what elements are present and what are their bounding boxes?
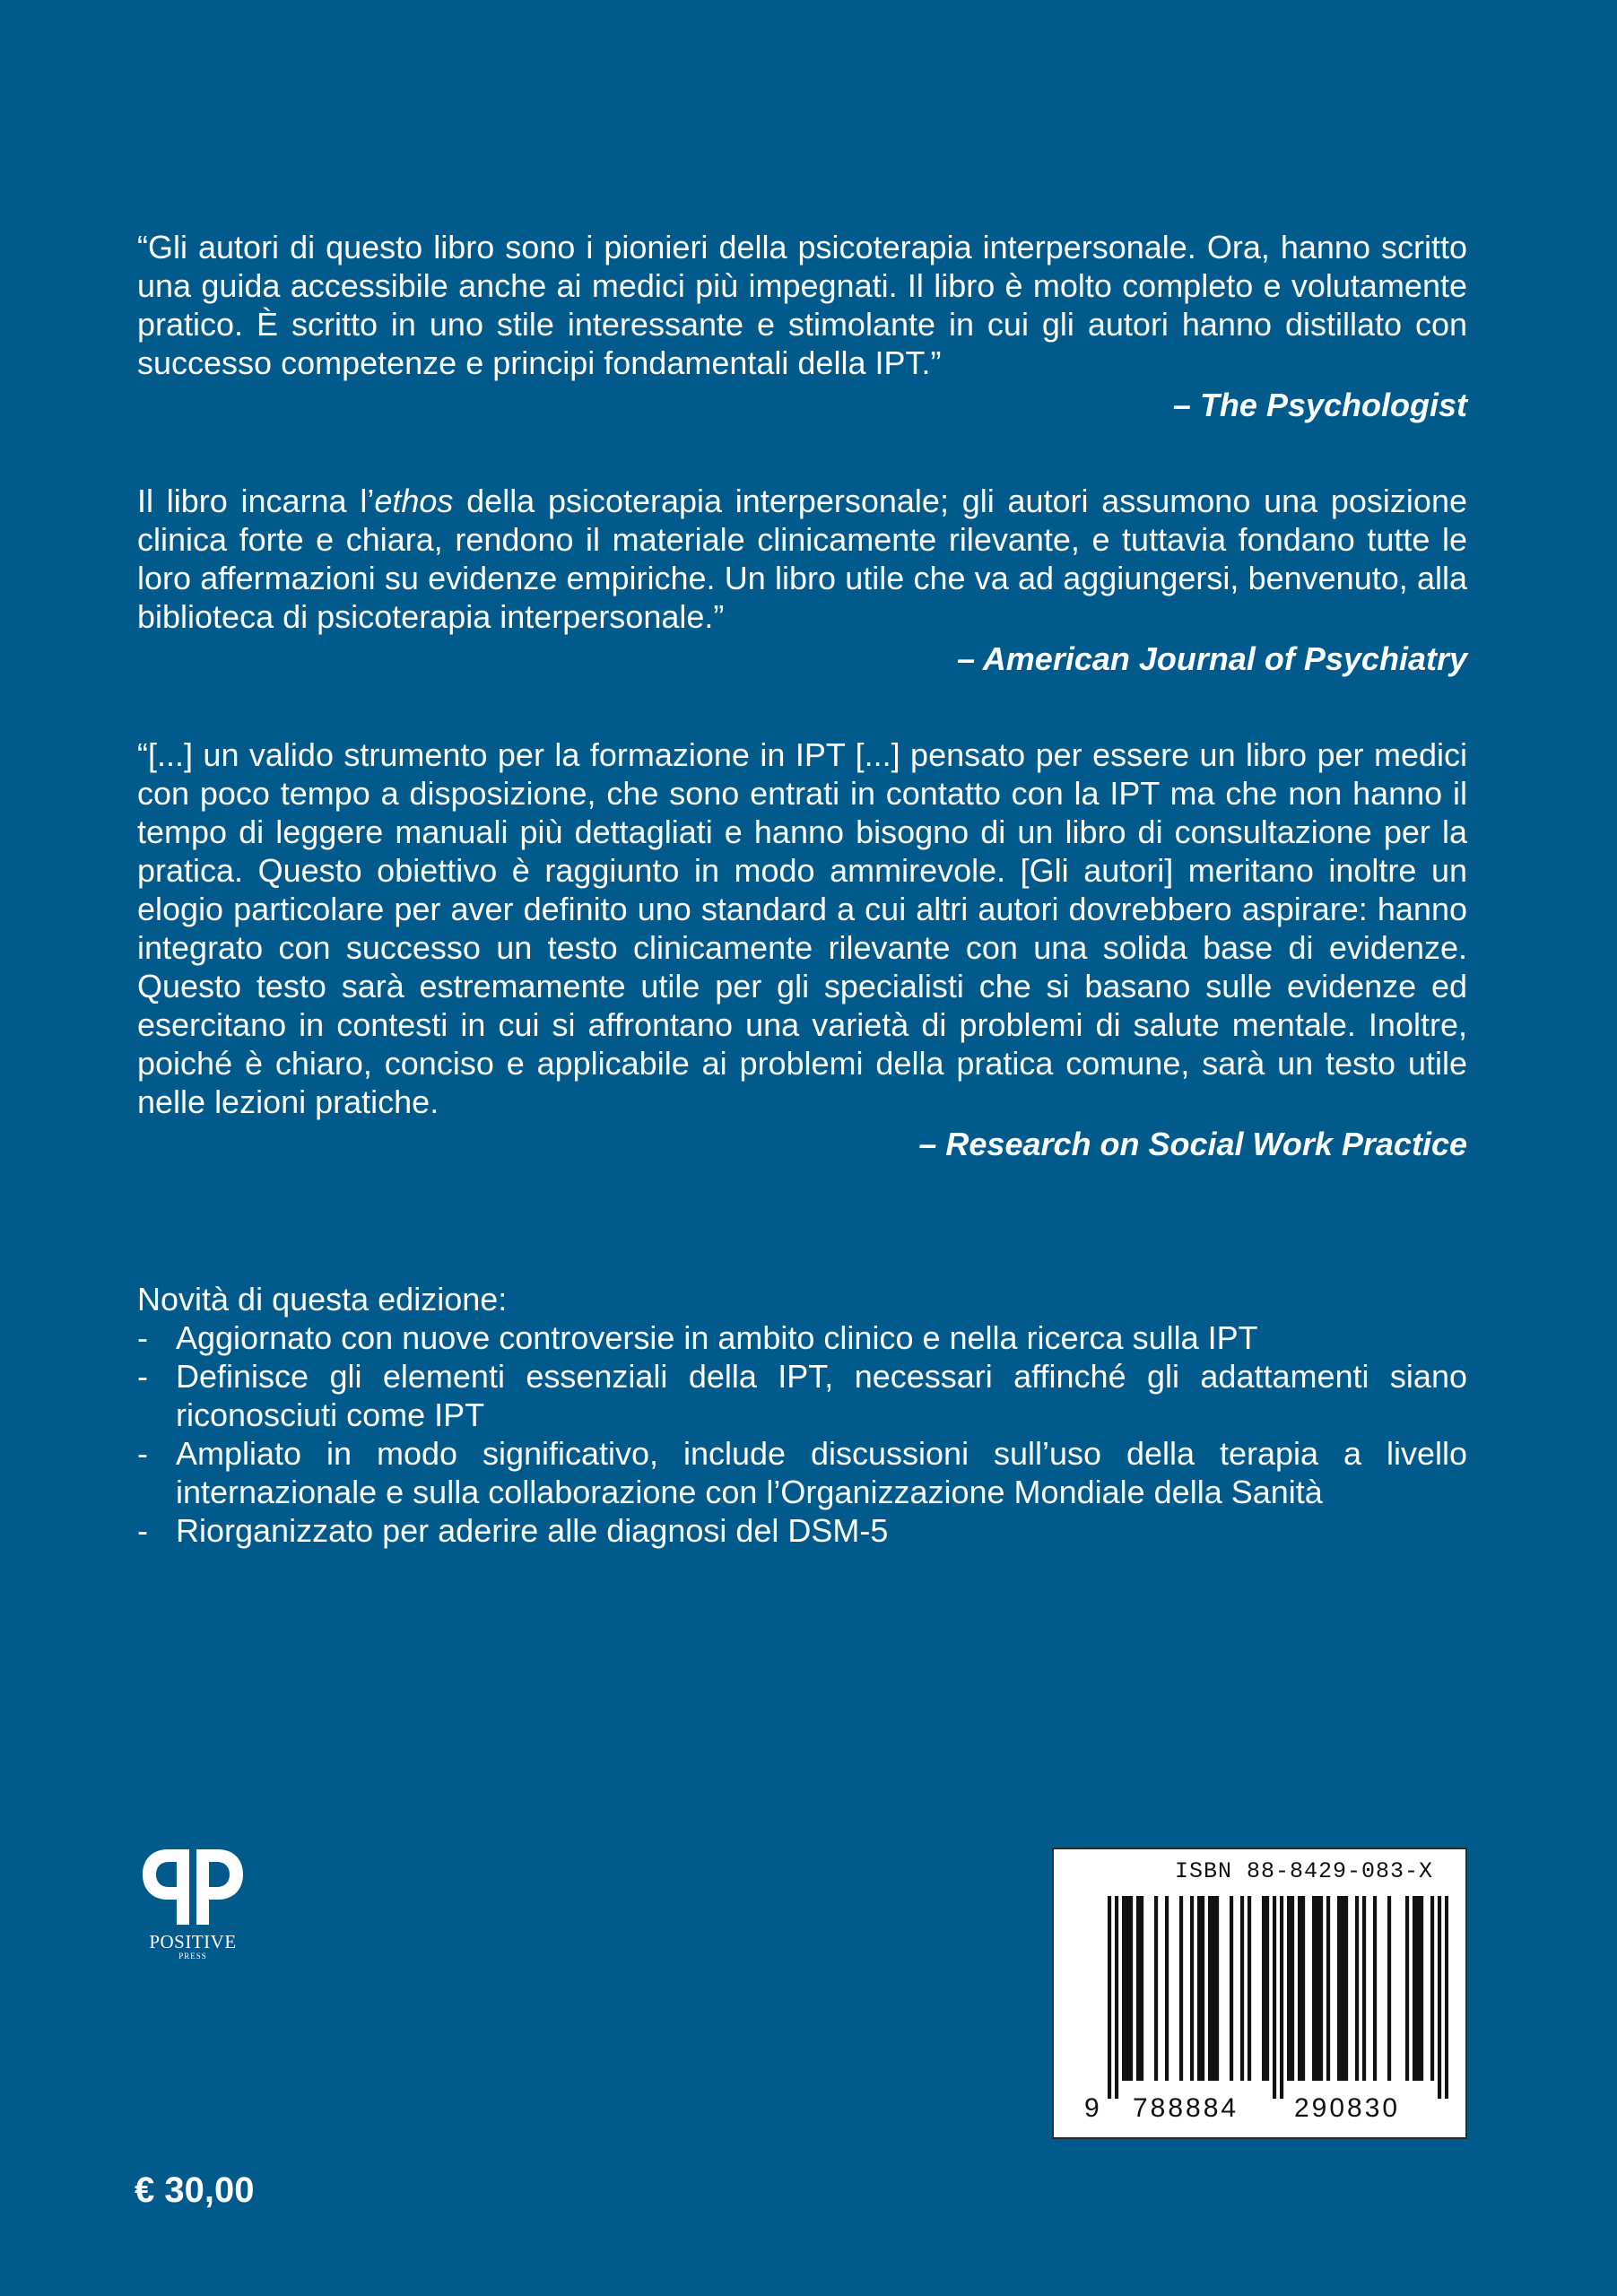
barcode-bar: [1273, 1896, 1276, 2099]
barcode-bar: [1291, 1896, 1294, 2081]
barcode-bar: [1430, 1896, 1434, 2081]
barcode-bar: [1298, 1896, 1301, 2081]
review-source-1: – The Psychologist: [1172, 387, 1467, 423]
barcode-bar: [1140, 1896, 1143, 2081]
barcode-bar: [1197, 1896, 1201, 2081]
barcode-bar: [1362, 1896, 1366, 2081]
review-source-2: – American Journal of Psychiatry: [957, 640, 1467, 677]
double-p-logo-icon: [139, 1846, 247, 1928]
barcode-bar: [1265, 1896, 1269, 2081]
barcode-bars: [1108, 1896, 1448, 2102]
barcode-bar: [1248, 1896, 1251, 2081]
barcode-bar: [1179, 1896, 1183, 2081]
barcode-bar: [1208, 1896, 1212, 2081]
new-edition-item: - Definisce gli elementi essenziali della IPT, necessari affinché gli adattamenti siano riconosciuti come IPT: [137, 1357, 1467, 1434]
barcode-bar: [1201, 1896, 1204, 2081]
new-edition-list: [137, 1318, 1467, 1550]
ean-right-digits: 290830: [1294, 2093, 1401, 2123]
barcode-bar: [1316, 1896, 1319, 2081]
barcode-bar: [1108, 1896, 1111, 2099]
review-quote-2-italic: ethos: [374, 483, 454, 519]
barcode-bar: [1355, 1896, 1359, 2081]
barcode-bar: [1387, 1896, 1391, 2081]
review-quote-2: [137, 482, 1467, 636]
new-edition-section: [137, 1280, 1467, 1550]
barcode-bar: [1301, 1896, 1305, 2081]
review-quote-2-start: Il libro incarna l’: [137, 483, 375, 519]
barcode-bar: [1129, 1896, 1133, 2081]
isbn-number: ISBN 88-8429-083-X: [1174, 1858, 1433, 1884]
new-edition-title: Novità di questa edizione:: [137, 1281, 508, 1318]
review-source-3: – Research on Social Work Practice: [918, 1126, 1467, 1162]
barcode-bar: [1280, 1896, 1283, 2099]
new-edition-item: - Ampliato in modo significativo, include discussioni sull’uso della terapia a livello internazionale e sulla collaborazione con l’Organizzazione Mondiale della Sanità: [137, 1434, 1467, 1511]
barcode-bar: [1154, 1896, 1158, 2081]
barcode-bar: [1126, 1896, 1129, 2081]
price: € 30,00: [135, 2170, 255, 2210]
barcode-bar: [1438, 1896, 1441, 2099]
new-edition-item: - Aggiornato con nuove controversie in ambito clinico e nella ricerca sulla IPT: [137, 1318, 1467, 1357]
barcode-bar: [1212, 1896, 1215, 2081]
barcode-bar: [1115, 1896, 1118, 2099]
barcode-bar: [1312, 1896, 1316, 2081]
barcode-bar: [1341, 1896, 1344, 2081]
publisher-logo: [135, 1846, 251, 1961]
barcode-bar: [1445, 1896, 1448, 2099]
review-quote-1: “Gli autori di questo libro sono i pionieri della psicoterapia interpersonale. Ora, hanno scritto una guida accessibile anche ai medici più impegnati. Il libro è molto completo e volutamente pratico. È scritto in uno stile interessante e stimolante in cui gli autori hanno distillato con successo competenze e principi fondamentali della IPT.”: [137, 229, 1467, 381]
publisher-sub: PRESS: [178, 1952, 207, 1961]
review-quote-3: “[...] un valido strumento per la formazione in IPT [...] pensato per essere un libro per medici con poco tempo a disposizione, che sono entrati in contatto con la IPT ma che non hanno il tempo di leggere manuali più dettagliati e hanno bisogno di un libro di consultazione per la pratica. Questo obiettivo è raggiunto in modo ammirevole. [Gli autori] meritano inoltre un elogio particolare per aver definito uno standard a cui altri autori dovrebbero aspirare: hanno integrato con successo un testo clinicamente rilevante con una solida base di evidenze. Questo testo sarà estremamente utile per gli specialisti che si basano sulle evidenze ed esercitano in contesti in cui si affrontano una varietà di problemi di salute mentale. Inoltre, poiché è chiaro, conciso e applicabile ai problemi della pratica comune, sarà un testo utile nelle lezioni pratiche.: [137, 736, 1467, 1120]
barcode-bar: [1319, 1896, 1323, 2081]
publisher-name: POSITIVE: [149, 1931, 237, 1952]
barcode-bar: [1230, 1896, 1233, 2081]
barcode-bar: [1344, 1896, 1348, 2081]
barcode-bar: [1420, 1896, 1423, 2081]
barcode-bar: [1337, 1896, 1341, 2081]
barcode-bar: [1262, 1896, 1265, 2081]
ean-first-digit: 9: [1084, 2093, 1100, 2123]
barcode-bar: [1413, 1896, 1416, 2081]
back-cover-text: [137, 228, 1467, 1550]
barcode-bar: [1122, 1896, 1126, 2081]
ean-left-digits: 788884: [1133, 2093, 1239, 2123]
barcode-bar: [1136, 1896, 1140, 2081]
barcode-bar: [1373, 1896, 1377, 2081]
isbn-barcode: [1052, 1848, 1467, 2139]
new-edition-item: - Riorganizzato per aderire alle diagnosi del DSM-5: [137, 1511, 1467, 1550]
barcode-bar: [1416, 1896, 1420, 2081]
barcode-bar: [1165, 1896, 1169, 2081]
review-quote-2-end: della psicoterapia interpersonale; gli autori assumono una posizione clinica forte e chiara, rendono il materiale clinicamente rilevante, e tuttavia fondano tutte le loro affermazioni su evidenze empiriche. Un libro utile che va ad aggiungersi, benvenuto, alla biblioteca di psicoterapia interpersonale.”: [137, 483, 1467, 635]
barcode-bar: [1215, 1896, 1219, 2081]
barcode-bar: [1326, 1896, 1330, 2081]
barcode-bar: [1405, 1896, 1409, 2081]
barcode-bar: [1240, 1896, 1244, 2081]
barcode-bar: [1287, 1896, 1291, 2081]
barcode-bar: [1190, 1896, 1194, 2081]
